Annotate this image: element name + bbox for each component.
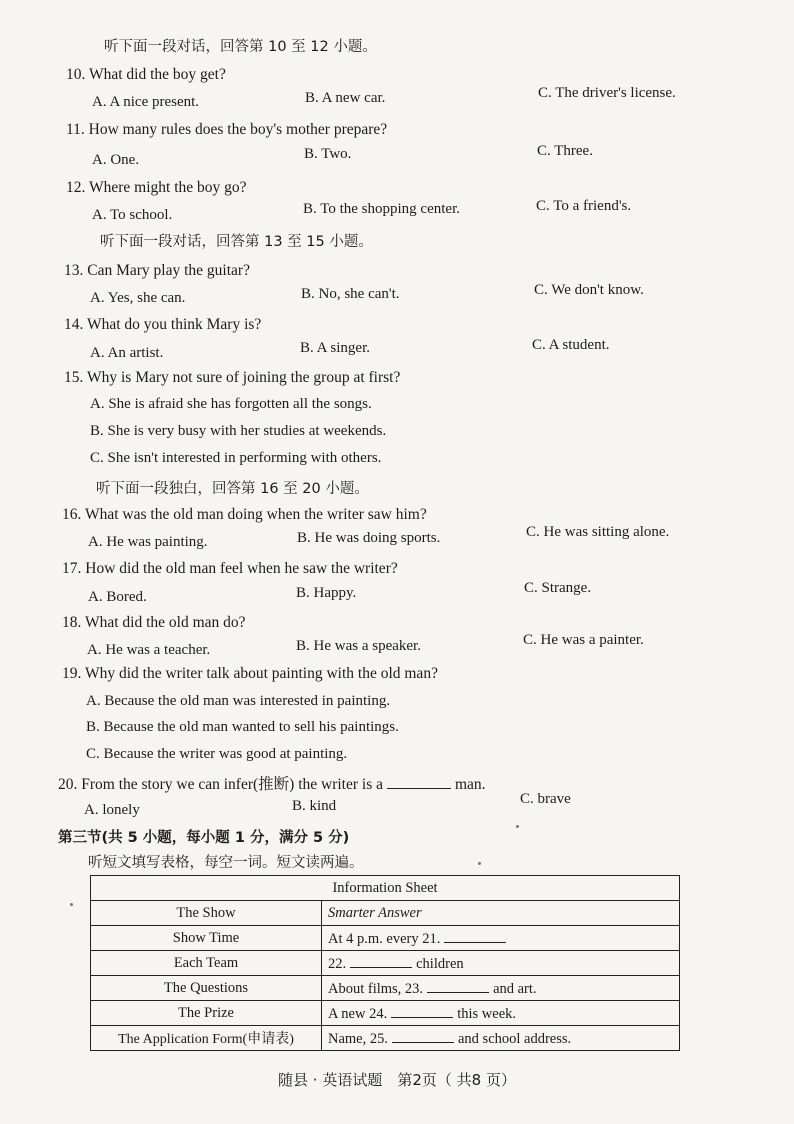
question-17-option-b: B. Happy.	[296, 585, 357, 601]
information-sheet-table	[90, 875, 680, 1051]
row-value-prize	[322, 1001, 680, 1026]
question-16-option-a: A. He was painting.	[88, 534, 208, 550]
question-14-option-b: B. A singer.	[300, 340, 371, 356]
prize-tail: this week.	[457, 1006, 517, 1022]
row-label-each-team: Each Team	[91, 951, 322, 976]
question-10-option-b: B. A new car.	[305, 90, 386, 106]
question-11-option-b: B. Two.	[304, 146, 352, 162]
row-value-questions	[322, 976, 680, 1001]
table-row	[91, 1026, 680, 1051]
question-20-stem-text: 20. From the story we can infer(推断) the writer is a	[58, 776, 383, 793]
section-intro-16-20: 听下面一段独白，回答第 16 至 20 小题。	[96, 481, 369, 497]
question-10-option-a: A. A nice present.	[92, 94, 200, 110]
table-row	[91, 926, 680, 951]
each-team-number: 22.	[328, 956, 347, 972]
row-value-show-time	[322, 926, 680, 951]
question-19-option-b: B. Because the old man wanted to sell his paintings.	[86, 719, 399, 735]
show-time-text: At 4 p.m. every 21.	[328, 931, 441, 947]
question-12-option-c: C. To a friend's.	[536, 198, 632, 214]
answer-blank-25[interactable]	[392, 1028, 454, 1043]
question-19-stem: 19. Why did the writer talk about painting with the old man?	[62, 665, 438, 682]
answer-blank-22[interactable]	[350, 953, 412, 968]
table-title: Information Sheet	[91, 876, 680, 901]
question-20-option-c: C. brave	[520, 791, 571, 807]
question-18-stem: 18. What did the old man do?	[62, 614, 246, 631]
questions-tail: and art.	[493, 981, 537, 997]
row-label-show: The Show	[91, 901, 322, 926]
question-20-stem-tail: man.	[454, 776, 486, 793]
print-speck	[516, 825, 519, 828]
question-15-option-a: A. She is afraid she has forgotten all the songs.	[90, 396, 372, 412]
row-label-prize: The Prize	[91, 1001, 322, 1026]
question-16-stem: 16. What was the old man doing when the writer saw him?	[62, 506, 427, 523]
table-row	[91, 1001, 680, 1026]
row-value-application-form	[322, 1026, 680, 1051]
table-row	[91, 976, 680, 1001]
section-intro-13-15: 听下面一段对话，回答第 13 至 15 小题。	[100, 234, 373, 250]
section-3-instructions: 听短文填写表格，每空一词。短文读两遍。	[88, 855, 364, 871]
question-11-option-a: A. One.	[92, 152, 140, 168]
print-speck	[478, 862, 481, 865]
question-20-option-b: B. kind	[292, 798, 337, 814]
question-14-stem: 14. What do you think Mary is?	[64, 316, 262, 333]
question-12-option-a: A. To school.	[92, 207, 173, 223]
question-14-option-a: A. An artist.	[90, 345, 164, 361]
page-footer: 随县 · 英语试题 第2页（ 共8 页）	[278, 1071, 516, 1089]
answer-blank-23[interactable]	[427, 978, 489, 993]
question-20-stem	[58, 772, 486, 794]
answer-blank-24[interactable]	[391, 1003, 453, 1018]
question-11-option-c: C. Three.	[537, 143, 593, 159]
question-11-stem: 11. How many rules does the boy's mother prepare?	[66, 121, 388, 138]
prize-text: A new 24.	[328, 1006, 388, 1022]
question-18-option-c: C. He was a painter.	[523, 632, 644, 648]
question-13-option-b: B. No, she can't.	[301, 286, 400, 302]
table-row	[91, 901, 680, 926]
row-label-show-time: Show Time	[91, 926, 322, 951]
question-13-stem: 13. Can Mary play the guitar?	[64, 262, 250, 279]
question-17-stem: 17. How did the old man feel when he saw the writer?	[62, 560, 398, 577]
question-15-option-c: C. She isn't interested in performing with others.	[90, 450, 382, 466]
question-10-stem: 10. What did the boy get?	[66, 66, 226, 83]
application-text: Name, 25.	[328, 1031, 388, 1047]
application-tail: and school address.	[458, 1031, 572, 1047]
section-intro-10-12: 听下面一段对话，回答第 10 至 12 小题。	[104, 39, 377, 55]
question-18-option-b: B. He was a speaker.	[296, 638, 421, 654]
row-label-questions: The Questions	[91, 976, 322, 1001]
question-19-option-c: C. Because the writer was good at painting.	[86, 746, 348, 762]
question-12-stem: 12. Where might the boy go?	[66, 179, 247, 196]
question-16-option-c: C. He was sitting alone.	[526, 524, 670, 540]
question-20-option-a: A. lonely	[84, 802, 140, 818]
question-18-option-a: A. He was a teacher.	[87, 642, 211, 658]
question-12-option-b: B. To the shopping center.	[303, 201, 460, 217]
questions-text: About films, 23.	[328, 981, 424, 997]
question-15-option-b: B. She is very busy with her studies at weekends.	[90, 423, 387, 439]
answer-blank-20[interactable]	[387, 774, 451, 789]
section-3-heading: 第三节(共 5 小题，每小题 1 分，满分 5 分)	[58, 830, 350, 846]
question-16-option-b: B. He was doing sports.	[297, 530, 441, 546]
question-13-option-a: A. Yes, she can.	[90, 290, 186, 306]
question-14-option-c: C. A student.	[532, 337, 610, 353]
question-17-option-a: A. Bored.	[88, 589, 147, 605]
row-label-application-form: The Application Form(申请表)	[91, 1026, 322, 1051]
question-15-stem: 15. Why is Mary not sure of joining the group at first?	[64, 369, 401, 386]
question-19-option-a: A. Because the old man was interested in painting.	[86, 693, 391, 709]
question-13-option-c: C. We don't know.	[534, 282, 644, 298]
each-team-tail: children	[416, 956, 464, 972]
row-value-show: Smarter Answer	[322, 901, 680, 926]
row-value-each-team	[322, 951, 680, 976]
question-17-option-c: C. Strange.	[524, 580, 592, 596]
answer-blank-21[interactable]	[444, 928, 506, 943]
print-speck	[70, 903, 73, 906]
table-row	[91, 951, 680, 976]
question-10-option-c: C. The driver's license.	[538, 85, 676, 101]
